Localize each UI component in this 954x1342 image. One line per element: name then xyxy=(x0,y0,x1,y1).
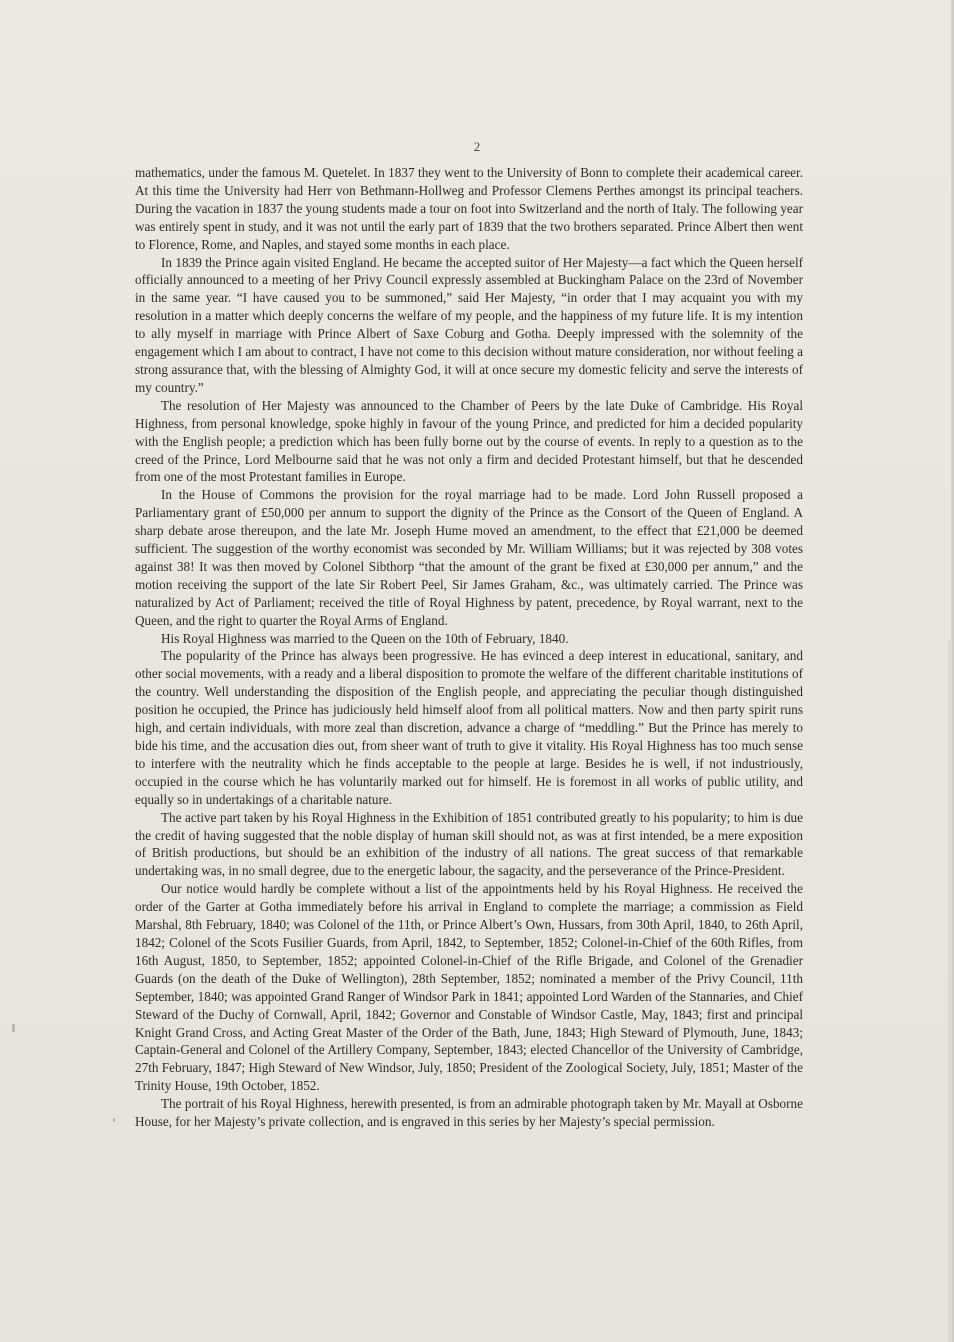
paper-speck xyxy=(12,1024,15,1032)
paragraph: In the House of Commons the provision for the royal marriage had to be made. Lord John Russell proposed a Parliamentary grant of £50,000 per annum to support the dignity of the Prince as the Consort of the Queen of England. A sharp debate arose thereupon, and the late Mr. Joseph Hume moved an amendment, to the effect that £21,000 be deemed sufficient. The suggestion of the worthy economist was seconded by Mr. William Williams; but it was rejected by 308 votes against 38! It was then moved by Colonel Sibthorp “that the amount of the grant be fixed at £30,000 per annum,” and the motion receiving the support of the late Sir Robert Peel, Sir James Graham, &c., was ultimately carried. The Prince was naturalized by Act of Parliament; received the title of Royal Highness by patent, precedence, by Royal warrant, next to the Queen, and the right to quarter the Royal Arms of England. xyxy=(135,487,803,628)
body-text xyxy=(135,164,803,1131)
page-edge xyxy=(948,640,952,1342)
paragraph: His Royal Highness was married to the Queen on the 10th of February, 1840. xyxy=(161,630,569,646)
paragraph: mathematics, under the famous M. Quetelet. In 1837 they went to the University of Bonn to complete their academical career. At this time the University had Herr von Bethmann-Hollweg and Professor Clemens Perthes amongst its principal teachers. During the vacation in 1837 the young students made a tour on foot into Switzerland and the north of Italy. The following year was entirely spent in study, and it was not until the early part of 1839 that the two brothers separated. Prince Albert then went to Florence, Rome, and Naples, and stayed some months in each place. xyxy=(135,165,804,252)
paragraph: The active part taken by his Royal Highness in the Exhibition of 1851 contributed greatly to his popularity; to him is due the credit of having suggested that the noble display of human skill should not, as was at first intended, be a mere exposition of British productions, but should be an exhibition of the industry of all nations. The great success of that remarkable undertaking was, in no small degree, due to the energetic labour, the sagacity, and the perseverance of the Prince-President. xyxy=(135,809,803,879)
paragraph: The popularity of the Prince has always been progressive. He has evinced a deep interest in educational, sanitary, and other social movements, with a ready and a liberal disposition to promote the welfare of the different charitable institutions of the country. Well understanding the disposition of the English people, and appreciating the peculiar though distinguished position he occupied, the Prince has judiciously held himself aloof from all political matters. Now and then party spirit runs high, and certain individuals, with more zeal than discretion, advance a charge of “meddling.” But the Prince has merely to bide his time, and the accusation dies out, from sheer want of truth to give it vitality. His Royal Highness has too much sense to interfere with the neutrality which he finds acceptable to the people at large. Besides he is well, if not industriously, occupied in the course which he has voluntarily marked out for himself. He is foremost in all works of public utility, and equally so in undertakings of a charitable nature. xyxy=(135,648,803,807)
paragraph: In 1839 the Prince again visited England. He became the accepted suitor of Her Majesty—a fact which the Queen herself officially announced to a meeting of her Privy Council expressly assembled at Buckingham Palace on the 23rd of November in the same year. “I have caused you to be summoned,” said Her Majesty, “in order that I may acquaint you with my resolution in a matter which deeply concerns the welfare of my people, and the happiness of my future life. It is my intention to ally myself in marriage with Prince Albert of Saxe Coburg and Gotha. Deeply impressed with the solemnity of the engagement which I am about to contract, I have not come to this decision without mature consideration, nor without feeling a strong assurance that, with the blessing of Almighty God, it will at once secure my domestic felicity and serve the interests of my country.” xyxy=(135,254,803,395)
paragraph: The resolution of Her Majesty was announced to the Chamber of Peers by the late Duke of Cambridge. His Royal Highness, from personal knowledge, spoke highly in favour of the young Prince, and predicted for him a decided popularity with the English people; a prediction which has been fully borne out by the course of events. In reply to a question as to the creed of the Prince, Lord Melbourne said that he was not only a firm and decided Protestant himself, but that he descended from one of the most Protestant families in Europe. xyxy=(135,397,803,485)
paragraph: Our notice would hardly be complete without a list of the appointments held by his Royal Highness. He received the order of the Garter at Gotha immediately before his arrival in England to complete the marriage; a commission as Field Marshal, 8th February, 1840; was Colonel of the 11th, or Prince Albert’s Own, Hussars, from 30th April, 1840, to 26th April, 1842; Colonel of the Scots Fusilier Guards, from April, 1842, to September, 1852; Colonel-in-Chief of the 60th Rifles, from 16th August, 1850, to September, 1852; appointed Colonel-in-Chief of the Rifle Brigade, and Colonel of the Grenadier Guards (on the death of the Duke of Wellington), 28th September, 1852; nominated a member of the Privy Council, 11th September, 1840; was appointed Grand Ranger of Windsor Park in 1841; appointed Lord Warden of the Stannaries, and Chief Steward of the Duchy of Cornwall, April, 1842; Governor and Constable of Windsor Castle, May, 1843; first and principal Knight Grand Cross, and Acting Great Master of the Order of the Bath, June, 1843; High Steward of Plymouth, June, 1843; Captain-General and Colonel of the Artillery Company, September, 1843; elected Chancellor of the University of Cambridge, 27th February, 1847; High Steward of New Windsor, July, 1850; President of the Zoological Society, July, 1851; Master of the Trinity House, 19th October, 1852. xyxy=(135,881,803,1094)
page-number: 2 xyxy=(473,139,481,154)
paragraph: The portrait of his Royal Highness, herewith presented, is from an admirable photograph taken by Mr. Mayall at Osborne House, for her Majesty’s private collection, and is engraved in this series by her Majesty’s special permission. xyxy=(135,1096,803,1130)
paper-speck xyxy=(113,1118,115,1122)
